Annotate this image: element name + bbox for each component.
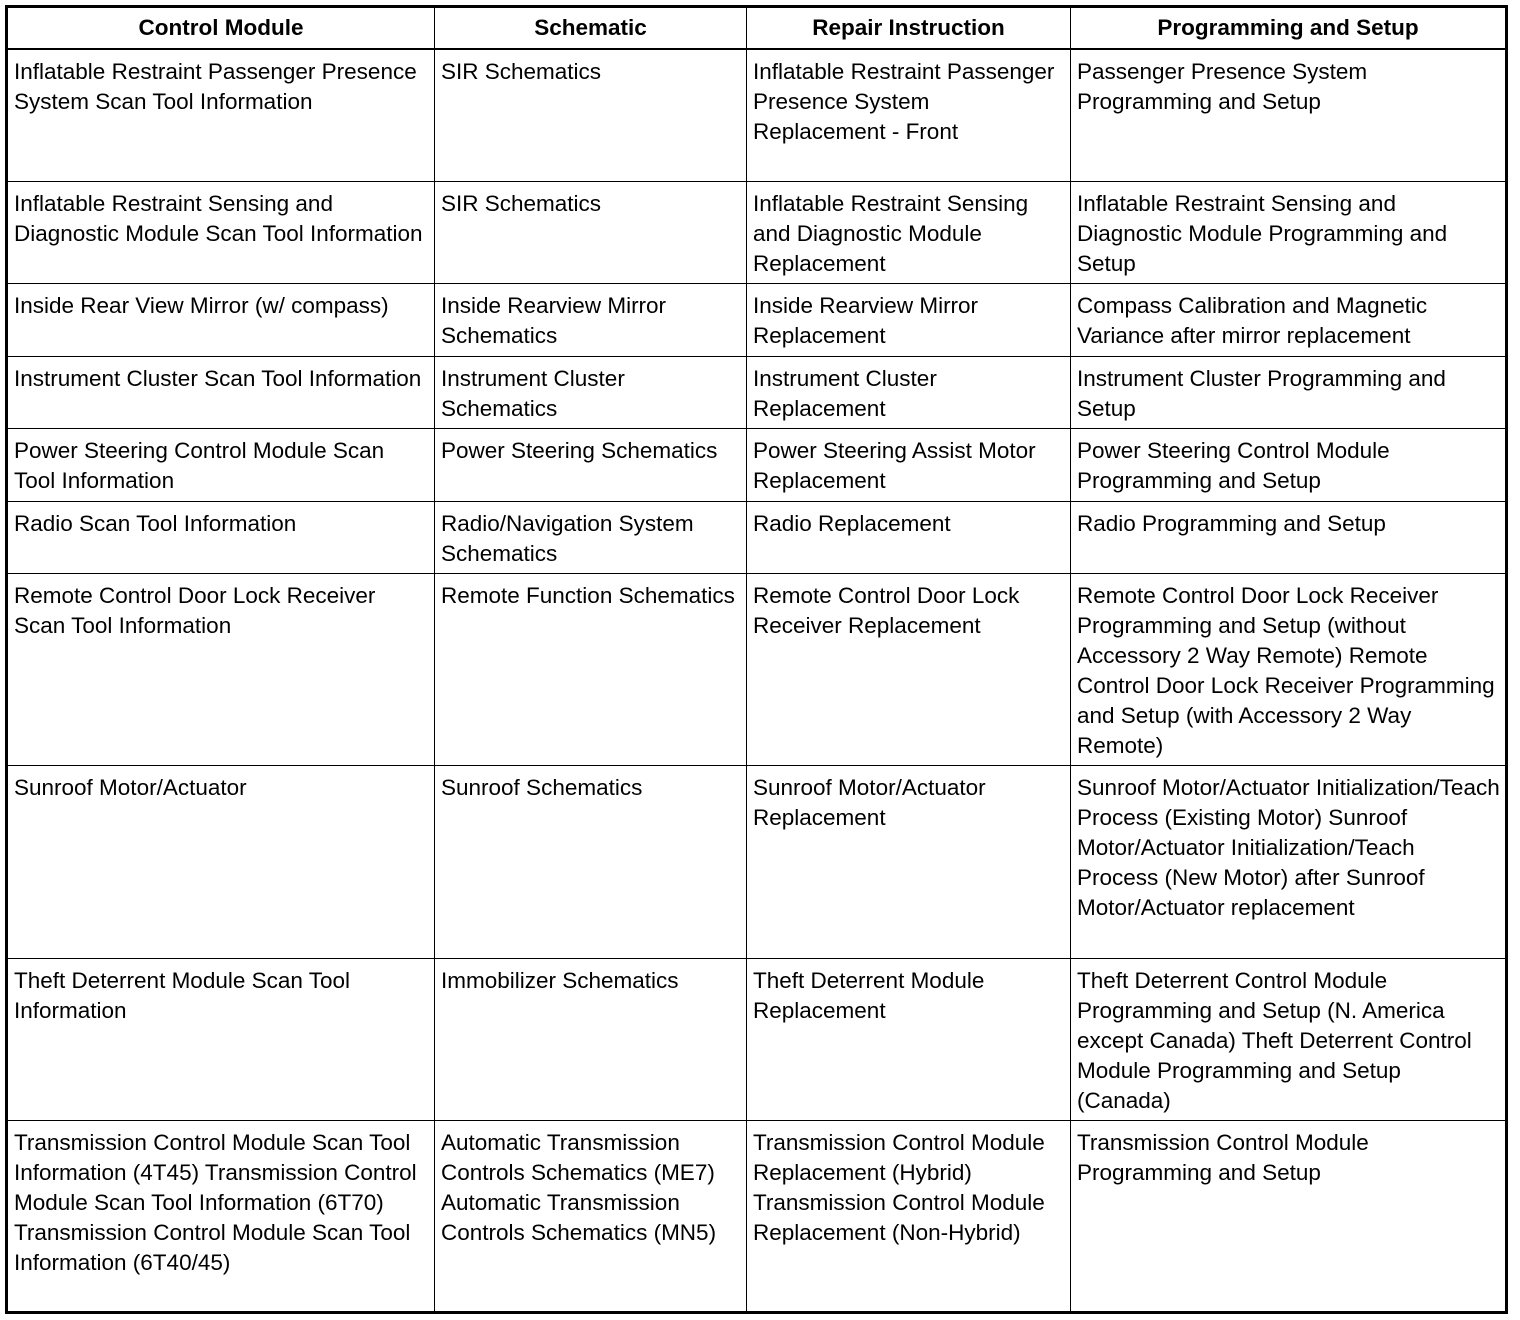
control-module-cell: Power Steering Control Module Scan Tool Information [7, 428, 435, 501]
programming-setup-cell: Transmission Control Module Programming and Setup [1071, 1120, 1507, 1312]
repair-instruction-cell: Remote Control Door Lock Receiver Replacement [747, 573, 1071, 765]
schematic-cell: Inside Rearview Mirror Schematics [435, 283, 747, 356]
table-row [7, 573, 1507, 765]
table-row [7, 428, 1507, 501]
repair-instruction-cell: Power Steering Assist Motor Replacement [747, 428, 1071, 501]
programming-setup-cell: Compass Calibration and Magnetic Variance after mirror replacement [1071, 283, 1507, 356]
schematic-cell: Immobilizer Schematics [435, 958, 747, 1120]
control-module-cell: Inside Rear View Mirror (w/ compass) [7, 283, 435, 356]
programming-setup-cell: Radio Programming and Setup [1071, 501, 1507, 573]
table-row [7, 765, 1507, 958]
control-module-cell: Inflatable Restraint Passenger Presence System Scan Tool Information [7, 49, 435, 181]
programming-setup-cell: Theft Deterrent Control Module Programming and Setup (N. America except Canada) Theft Deterrent Control Module Programming and Setup (Canada) [1071, 958, 1507, 1120]
repair-instruction-cell: Inflatable Restraint Sensing and Diagnostic Module Replacement [747, 181, 1071, 283]
control-module-cell: Remote Control Door Lock Receiver Scan Tool Information [7, 573, 435, 765]
table-row [7, 283, 1507, 356]
repair-instruction-cell: Radio Replacement [747, 501, 1071, 573]
repair-instruction-cell: Transmission Control Module Replacement (Hybrid) Transmission Control Module Replacement (Non-Hybrid) [747, 1120, 1071, 1312]
header-row [7, 7, 1507, 50]
header-schematic: Schematic [435, 7, 747, 50]
table-row [7, 958, 1507, 1120]
programming-setup-cell: Power Steering Control Module Programming and Setup [1071, 428, 1507, 501]
repair-instruction-cell: Instrument Cluster Replacement [747, 356, 1071, 428]
programming-setup-cell: Inflatable Restraint Sensing and Diagnostic Module Programming and Setup [1071, 181, 1507, 283]
repair-instruction-cell: Sunroof Motor/Actuator Replacement [747, 765, 1071, 958]
control-module-cell: Transmission Control Module Scan Tool Information (4T45) Transmission Control Module Scan Tool Information (6T70) Transmission Control Module Scan Tool Information (6T40/45) [7, 1120, 435, 1312]
header-control-module: Control Module [7, 7, 435, 50]
repair-instruction-cell: Theft Deterrent Module Replacement [747, 958, 1071, 1120]
schematic-cell: Remote Function Schematics [435, 573, 747, 765]
control-module-cell: Sunroof Motor/Actuator [7, 765, 435, 958]
schematic-cell: Radio/Navigation System Schematics [435, 501, 747, 573]
header-repair-instruction: Repair Instruction [747, 7, 1071, 50]
control-module-cell: Theft Deterrent Module Scan Tool Information [7, 958, 435, 1120]
header-programming-setup: Programming and Setup [1071, 7, 1507, 50]
programming-setup-cell: Remote Control Door Lock Receiver Programming and Setup (without Accessory 2 Way Remote) Remote Control Door Lock Receiver Programming and Setup (with Accessory 2 Way Remote) [1071, 573, 1507, 765]
control-module-cell: Instrument Cluster Scan Tool Information [7, 356, 435, 428]
repair-instruction-cell: Inside Rearview Mirror Replacement [747, 283, 1071, 356]
table-row [7, 49, 1507, 181]
schematic-cell: Sunroof Schematics [435, 765, 747, 958]
control-module-table [5, 5, 1508, 1314]
repair-instruction-cell: Inflatable Restraint Passenger Presence System Replacement - Front [747, 49, 1071, 181]
schematic-cell: Instrument Cluster Schematics [435, 356, 747, 428]
table-row [7, 501, 1507, 573]
schematic-cell: SIR Schematics [435, 49, 747, 181]
table-row [7, 1120, 1507, 1312]
schematic-cell: Automatic Transmission Controls Schematics (ME7) Automatic Transmission Controls Schematics (MN5) [435, 1120, 747, 1312]
schematic-cell: Power Steering Schematics [435, 428, 747, 501]
programming-setup-cell: Passenger Presence System Programming and Setup [1071, 49, 1507, 181]
table-row [7, 181, 1507, 283]
schematic-cell: SIR Schematics [435, 181, 747, 283]
table-row [7, 356, 1507, 428]
control-module-cell: Radio Scan Tool Information [7, 501, 435, 573]
programming-setup-cell: Sunroof Motor/Actuator Initialization/Teach Process (Existing Motor) Sunroof Motor/Actuator Initialization/Teach Process (New Motor) after Sunroof Motor/Actuator replacement [1071, 765, 1507, 958]
control-module-cell: Inflatable Restraint Sensing and Diagnostic Module Scan Tool Information [7, 181, 435, 283]
programming-setup-cell: Instrument Cluster Programming and Setup [1071, 356, 1507, 428]
